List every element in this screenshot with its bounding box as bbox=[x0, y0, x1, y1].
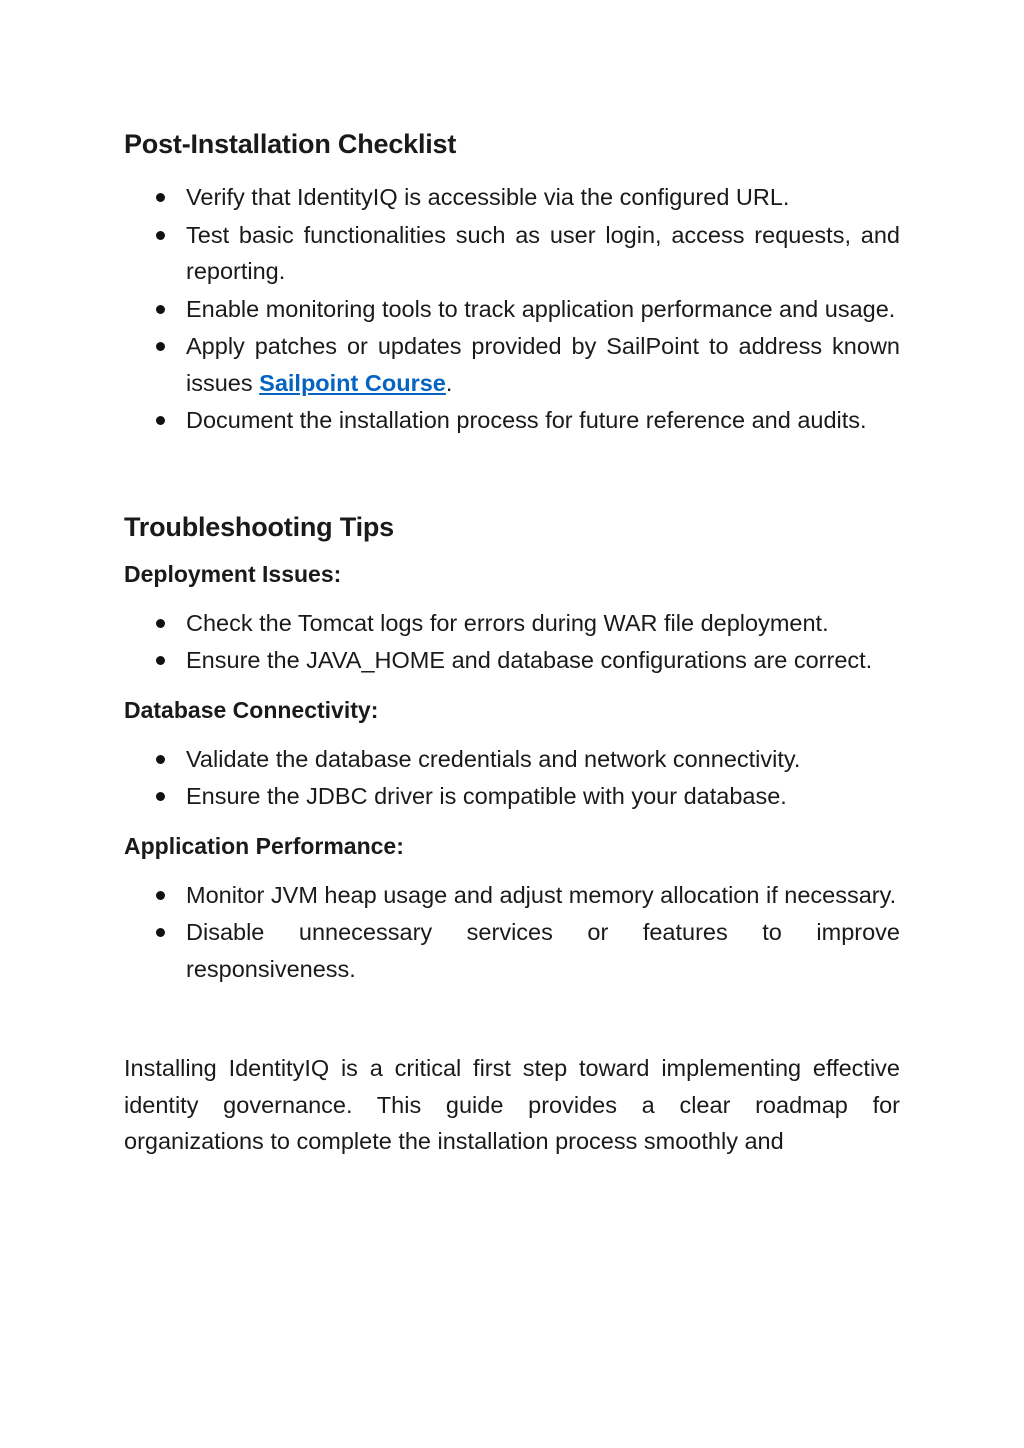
list-item: Ensure the JDBC driver is compatible with your database. bbox=[124, 778, 900, 815]
bullet-icon bbox=[156, 656, 165, 665]
bullet-icon bbox=[156, 305, 165, 314]
bullet-icon bbox=[156, 928, 165, 937]
bullet-icon bbox=[156, 231, 165, 240]
application-performance-list bbox=[124, 877, 900, 988]
bullet-icon bbox=[156, 193, 165, 202]
application-performance-heading: Application Performance: bbox=[124, 832, 404, 859]
list-item: Enable monitoring tools to track application performance and usage. bbox=[124, 291, 900, 328]
bullet-icon bbox=[156, 755, 165, 764]
list-item: Validate the database credentials and network connectivity. bbox=[124, 741, 900, 778]
database-connectivity-list bbox=[124, 741, 900, 815]
deployment-issues-heading: Deployment Issues: bbox=[124, 560, 342, 587]
list-item: Monitor JVM heap usage and adjust memory allocation if necessary. bbox=[124, 877, 900, 914]
post-install-title: Post-Installation Checklist bbox=[124, 129, 457, 159]
database-connectivity-heading: Database Connectivity: bbox=[124, 696, 379, 723]
troubleshooting-title: Troubleshooting Tips bbox=[124, 511, 394, 542]
list-item: Document the installation process for future reference and audits. bbox=[124, 402, 900, 439]
list-item: Apply patches or updates provided by SailPoint to address known issues Sailpoint Course. bbox=[124, 328, 900, 401]
list-item: Ensure the JAVA_HOME and database configurations are correct. bbox=[124, 642, 900, 679]
bullet-icon bbox=[156, 619, 165, 628]
list-item: Verify that IdentityIQ is accessible via the configured URL. bbox=[124, 179, 900, 216]
bullet-icon bbox=[156, 792, 165, 801]
closing-paragraph: Installing IdentityIQ is a critical first step toward implementing effective identity governance. This guide provides a clear roadmap for organizations to complete the installation process smoothly and bbox=[124, 1055, 900, 1154]
sailpoint-course-link[interactable]: Sailpoint Course bbox=[259, 369, 446, 396]
list-item: Disable unnecessary services or features to improve responsiveness. bbox=[124, 914, 900, 987]
list-item: Test basic functionalities such as user login, access requests, and reporting. bbox=[124, 217, 900, 290]
bullet-icon bbox=[156, 891, 165, 900]
deployment-issues-list bbox=[124, 605, 900, 679]
post-install-list bbox=[124, 179, 900, 439]
bullet-icon bbox=[156, 416, 165, 425]
bullet-icon bbox=[156, 342, 165, 351]
list-item: Check the Tomcat logs for errors during WAR file deployment. bbox=[124, 605, 900, 642]
document-content bbox=[124, 124, 900, 1160]
